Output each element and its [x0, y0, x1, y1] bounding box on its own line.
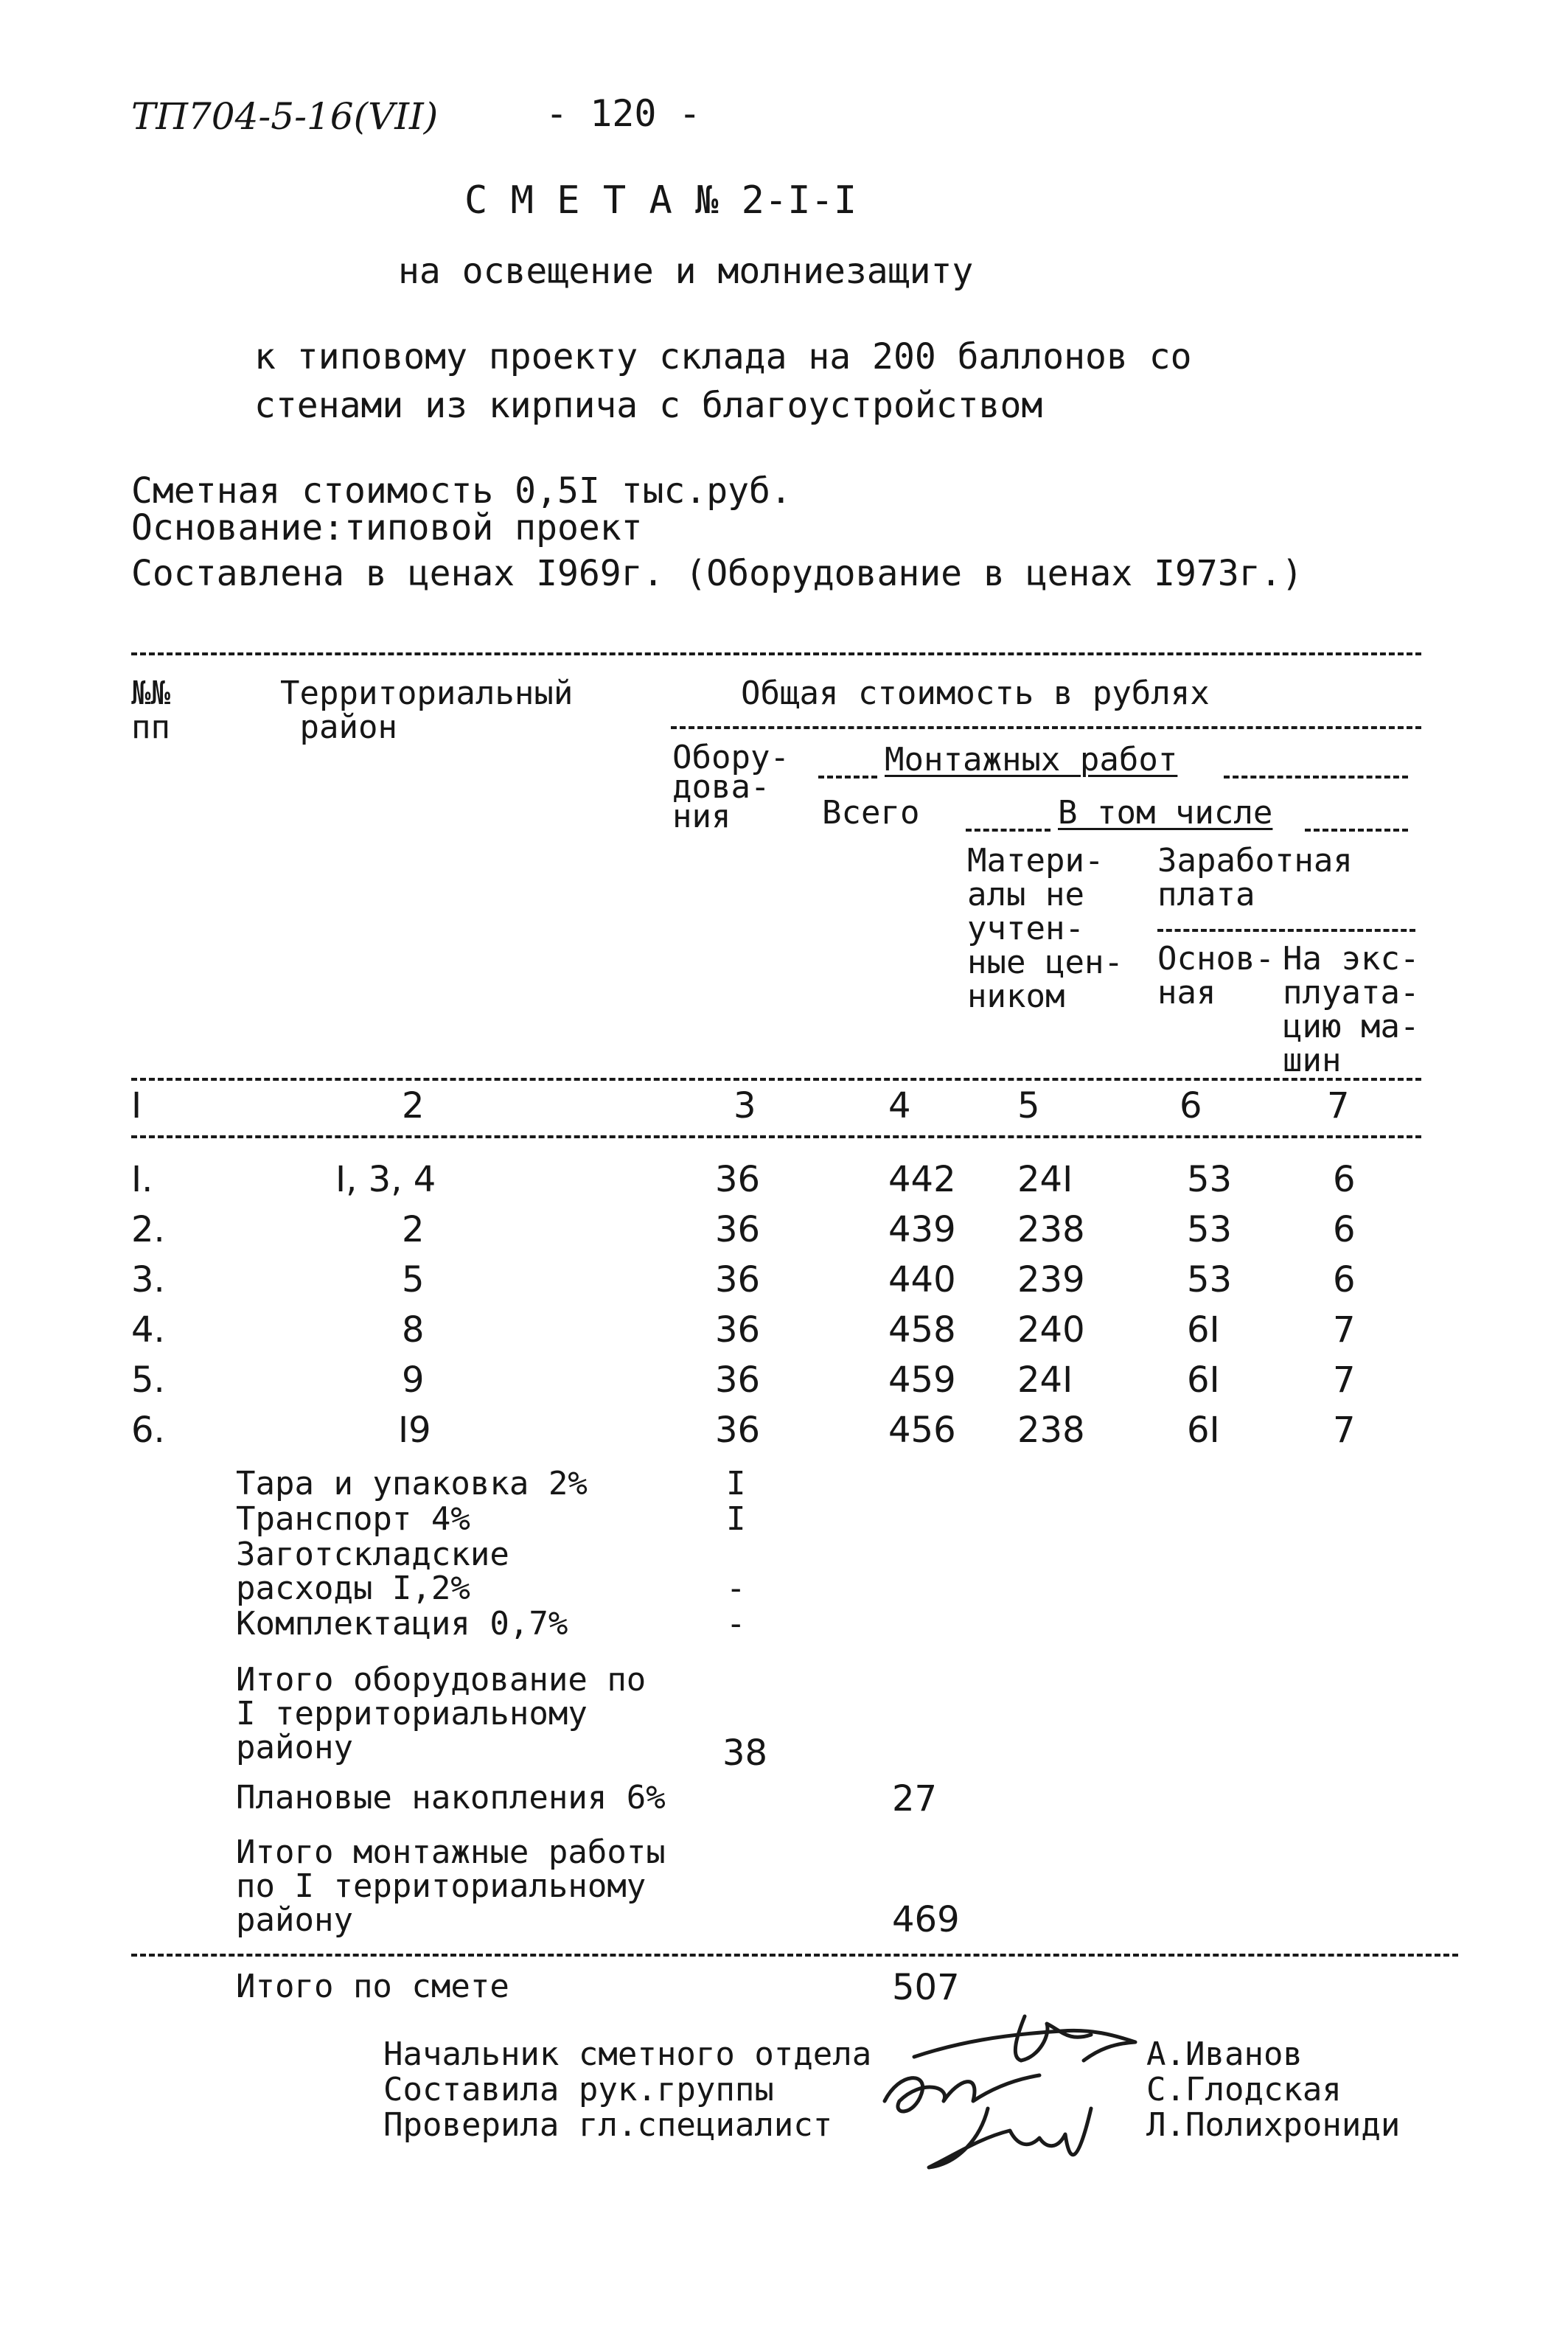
page-number: - 120 -: [546, 92, 701, 135]
column-number-6: 6: [1180, 1085, 1202, 1126]
row-materials: 238: [1017, 1410, 1085, 1451]
price-basis: Составлена в ценах I969г. (Оборудование в ценах I973г.): [131, 553, 1303, 594]
row-equipment: 36: [715, 1259, 761, 1300]
total-install-value: 469: [892, 1899, 960, 1940]
column-number-5: 5: [1017, 1085, 1040, 1126]
header-materials: Матери- алы не учтен- ные цен- ником: [967, 842, 1123, 1015]
signature-role-1: Начальник сметного отдела: [383, 2035, 872, 2073]
handwritten-signatures-icon: [870, 1990, 1180, 2182]
total-equipment-label: Итого оборудование по I территориальному району: [236, 1661, 647, 1766]
row-salary-main: 53: [1187, 1159, 1233, 1200]
row-region: 8: [402, 1309, 425, 1351]
row-equipment: 36: [715, 1159, 761, 1200]
extra-transport-label: Транспорт 4%: [236, 1500, 470, 1538]
header-salary-main: Основ- ная: [1157, 940, 1275, 1011]
grand-total-label: Итого по смете: [236, 1968, 509, 2005]
row-region: 2: [402, 1209, 425, 1250]
extra-warehouse-label: Заготскладские расходы I,2%: [236, 1536, 509, 1607]
row-equipment: 36: [715, 1410, 761, 1451]
row-region: 9: [402, 1359, 425, 1401]
header-salary: Заработная плата: [1157, 842, 1353, 913]
extra-warehouse-value: -: [726, 1570, 746, 1607]
extra-packing-label: Тара и упаковка 2%: [236, 1465, 588, 1502]
row-salary-machines: 6: [1333, 1159, 1356, 1200]
column-number-3: 3: [734, 1085, 756, 1126]
estimate-basis: Основание:типовой проект: [131, 507, 643, 548]
project-line-2: стенами из кирпича с благоустройством: [254, 385, 1043, 426]
header-total-cost: Общая стоимость в рублях: [741, 675, 1210, 712]
header-equipment: Обору- дова- ния: [672, 739, 790, 835]
row-install-total: 459: [888, 1359, 956, 1401]
row-number: 5.: [131, 1359, 165, 1401]
row-salary-machines: 7: [1333, 1359, 1356, 1401]
row-number: 3.: [131, 1259, 165, 1300]
row-materials: 238: [1017, 1209, 1085, 1250]
row-salary-main: 6I: [1187, 1410, 1220, 1451]
row-region: 5: [402, 1259, 425, 1300]
row-number: 2.: [131, 1209, 165, 1250]
row-salary-main: 6I: [1187, 1309, 1220, 1351]
row-salary-main: 53: [1187, 1259, 1233, 1300]
row-equipment: 36: [715, 1309, 761, 1351]
column-numbers-rule: [131, 1135, 1421, 1138]
totals-rule: [131, 1954, 1458, 1957]
extra-completion-value: -: [726, 1605, 746, 1643]
row-install-total: 456: [888, 1410, 956, 1451]
header-salary-machines: На экс- плуата- цию ма- шин: [1283, 940, 1420, 1079]
column-number-2: 2: [402, 1085, 425, 1126]
column-number-1: I: [131, 1085, 142, 1126]
header-salary-rule: [1157, 929, 1415, 932]
row-install-total: 439: [888, 1209, 956, 1250]
header-row-number: №№ пп: [131, 675, 170, 746]
row-install-total: 440: [888, 1259, 956, 1300]
header-region: Территориальный район: [280, 675, 574, 746]
extra-completion-label: Комплектация 0,7%: [236, 1605, 568, 1643]
planned-savings-label: Плановые накопления 6%: [236, 1779, 666, 1817]
signature-name-2: С.Глодская: [1146, 2071, 1342, 2108]
signature-name-3: Л.Полихрониди: [1146, 2106, 1401, 2144]
row-materials: 24I: [1017, 1159, 1073, 1200]
header-installation: Монтажных работ: [885, 741, 1178, 779]
planned-savings-value: 27: [892, 1778, 938, 1819]
row-salary-machines: 6: [1333, 1209, 1356, 1250]
header-bottom-rule: [131, 1078, 1421, 1081]
signature-name-1: А.Иванов: [1146, 2035, 1303, 2073]
row-salary-machines: 7: [1333, 1309, 1356, 1351]
header-install-total: Всего: [822, 794, 920, 832]
document-code: ТП704-5-16(VII): [131, 95, 439, 138]
table-top-rule: [131, 652, 1421, 655]
row-region: I, 3, 4: [335, 1159, 436, 1200]
row-materials: 24I: [1017, 1359, 1073, 1401]
row-number: 6.: [131, 1410, 165, 1451]
total-install-label: Итого монтажные работы по I территориальному району: [236, 1833, 666, 1939]
header-install-dash-left: [818, 776, 877, 779]
column-number-7: 7: [1327, 1085, 1350, 1126]
document-subtitle: на освещение и молниезащиту: [398, 251, 974, 292]
signature-role-2: Составила рук.группы: [383, 2071, 774, 2108]
row-install-total: 458: [888, 1309, 956, 1351]
row-number: 4.: [131, 1309, 165, 1351]
row-salary-main: 53: [1187, 1209, 1233, 1250]
header-incl-dash-left: [966, 829, 1050, 832]
estimated-cost: Сметная стоимость 0,5I тыс.руб.: [131, 470, 792, 512]
row-region: I9: [398, 1410, 431, 1451]
row-salary-main: 6I: [1187, 1359, 1220, 1401]
signature-role-3: Проверила гл.специалист: [383, 2106, 833, 2144]
row-number: I.: [131, 1159, 153, 1200]
header-rule-1: [671, 726, 1421, 729]
header-install-dash-right: [1224, 776, 1408, 779]
total-equipment-value: 38: [722, 1732, 768, 1774]
extra-transport-value: I: [726, 1500, 746, 1538]
header-incl-dash-right: [1305, 829, 1408, 832]
document-title: С М Е Т А № 2-I-I: [464, 178, 857, 223]
row-salary-machines: 7: [1333, 1410, 1356, 1451]
row-salary-machines: 6: [1333, 1259, 1356, 1300]
row-materials: 239: [1017, 1259, 1085, 1300]
grand-total-value: 507: [892, 1967, 960, 2008]
header-including: В том числе: [1058, 794, 1273, 832]
extra-packing-value: I: [726, 1465, 746, 1502]
row-equipment: 36: [715, 1209, 761, 1250]
row-equipment: 36: [715, 1359, 761, 1401]
row-install-total: 442: [888, 1159, 956, 1200]
row-materials: 240: [1017, 1309, 1085, 1351]
project-line-1: к типовому проекту склада на 200 баллонов со: [254, 336, 1192, 377]
column-number-4: 4: [888, 1085, 911, 1126]
